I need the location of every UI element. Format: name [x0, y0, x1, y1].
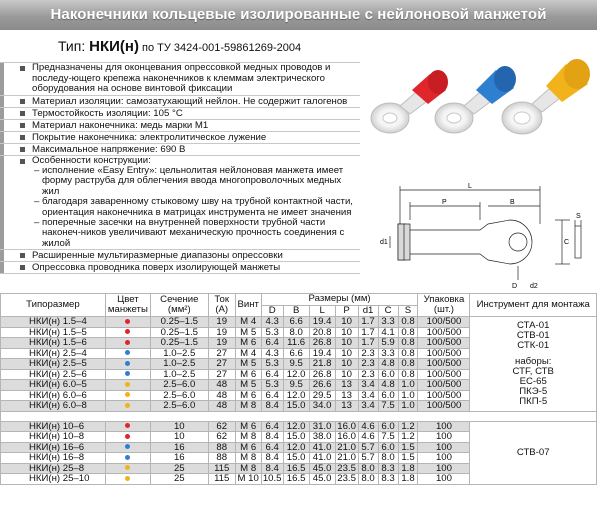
cell-current: 48: [208, 380, 235, 391]
tool-line: СТВ-01: [516, 329, 550, 341]
cell-D: 5.3: [261, 327, 283, 338]
cell-P: 23.5: [335, 474, 358, 485]
cell-type: НКИ(н) 16–8: [1, 453, 106, 464]
type-name: НКИ(н): [89, 38, 139, 55]
cell-S: 0.8: [398, 317, 418, 328]
dim-label-P: P: [442, 199, 447, 206]
property-text: Материал наконечника: медь марки М1: [32, 119, 209, 131]
separator-cell: [1, 411, 597, 421]
cell-C: 4.8: [378, 359, 398, 370]
cell-pack: 100/500: [418, 327, 470, 338]
cell-S: 1.5: [398, 453, 418, 464]
cell-screw: М 10: [235, 474, 261, 485]
header-dim-C: C: [378, 305, 398, 317]
cell-S: 1.8: [398, 474, 418, 485]
cell-pack: 100: [418, 432, 470, 443]
cell-pack: 100: [418, 421, 470, 432]
property-text: Материал изоляции: самозатухающий нейлон. Не содержит галогенов: [32, 95, 348, 107]
cell-d1: 2.3: [358, 359, 378, 370]
cell-pack: 100/500: [418, 317, 470, 328]
cell-D: 6.4: [261, 421, 283, 432]
cell-screw: М 8: [235, 432, 261, 443]
cell-B: 15.0: [283, 401, 309, 412]
cell-B: 12.0: [283, 421, 309, 432]
cell-D: 6.4: [261, 442, 283, 453]
terminal-yellow: [502, 59, 590, 134]
property-item: [0, 131, 360, 143]
cell-pack: 100: [418, 453, 470, 464]
cell-d1: 3.4: [358, 401, 378, 412]
cell-D: 4.3: [261, 348, 283, 359]
properties-list: [0, 62, 360, 274]
cell-screw: М 5: [235, 359, 261, 370]
cell-d1: 3.4: [358, 390, 378, 401]
tool-line: СТF, СТВ: [512, 365, 554, 377]
property-bar: [0, 120, 4, 131]
cell-color: [105, 401, 150, 412]
cell-section: 0.25–1.5: [150, 338, 208, 349]
table-separator: [1, 411, 597, 421]
cell-pack: 100/500: [418, 338, 470, 349]
cell-S: 0.8: [398, 369, 418, 380]
cell-d1: 5.7: [358, 442, 378, 453]
cell-current: 19: [208, 327, 235, 338]
color-dot-icon: [125, 319, 130, 324]
cell-B: 9.5: [283, 359, 309, 370]
cell-type: НКИ(н) 2.5–6: [1, 369, 106, 380]
cell-B: 6.6: [283, 348, 309, 359]
cell-pack: 100: [418, 463, 470, 474]
property-item: [0, 62, 360, 95]
cell-color: [105, 338, 150, 349]
bullet-icon: [20, 123, 25, 128]
cell-d1: 1.7: [358, 317, 378, 328]
dim-label-S: S: [576, 213, 581, 220]
header-dim-S: S: [398, 305, 418, 317]
cell-screw: М 8: [235, 463, 261, 474]
cell-C: 8.0: [378, 453, 398, 464]
cell-type: НКИ(н) 1.5–4: [1, 317, 106, 328]
cell-current: 115: [208, 474, 235, 485]
cell-current: 27: [208, 348, 235, 359]
cell-S: 1.0: [398, 401, 418, 412]
cell-L: 45.0: [309, 474, 335, 485]
cell-color: [105, 327, 150, 338]
cell-L: 45.0: [309, 463, 335, 474]
cell-section: 10: [150, 432, 208, 443]
header-dim-L: L: [309, 305, 335, 317]
color-dot-icon: [125, 403, 130, 408]
cell-type: НКИ(н) 16–6: [1, 442, 106, 453]
cell-D: 6.4: [261, 338, 283, 349]
bullet-icon: [20, 159, 25, 164]
header-dim-P: P: [335, 305, 358, 317]
features-block: [0, 155, 360, 250]
cell-pack: 100: [418, 442, 470, 453]
cell-C: 6.0: [378, 421, 398, 432]
property-item: [0, 261, 360, 274]
property-bar: [0, 96, 4, 107]
cell-d1: 2.3: [358, 369, 378, 380]
color-dot-icon: [125, 350, 130, 355]
cell-type: НКИ(н) 6.0–5: [1, 380, 106, 391]
cell-screw: М 8: [235, 401, 261, 412]
header-section: Сечение (мм²): [150, 294, 208, 317]
cell-B: 12.0: [283, 390, 309, 401]
property-bar: [0, 63, 4, 95]
dim-label-d1: d1: [380, 239, 388, 246]
header-dims: Размеры (мм): [261, 294, 418, 306]
cell-type: НКИ(н) 6.0–6: [1, 390, 106, 401]
bullet-icon: [20, 265, 25, 270]
cell-type: НКИ(н) 2.5–4: [1, 348, 106, 359]
cell-S: 0.8: [398, 327, 418, 338]
cell-C: 4.1: [378, 327, 398, 338]
cell-P: 10: [335, 359, 358, 370]
cell-color: [105, 442, 150, 453]
cell-L: 41.0: [309, 453, 335, 464]
cell-type: НКИ(н) 10–8: [1, 432, 106, 443]
cell-D: 8.4: [261, 453, 283, 464]
tool-line: СТК-01: [517, 339, 550, 351]
header-color: Цвет манжеты: [105, 294, 150, 317]
cell-section: 0.25–1.5: [150, 327, 208, 338]
header-dim-d1: d1: [358, 305, 378, 317]
cell-d1: 2.3: [358, 348, 378, 359]
cell-D: 6.4: [261, 369, 283, 380]
bullet-icon: [20, 111, 25, 116]
cell-section: 16: [150, 453, 208, 464]
type-prefix: Тип:: [58, 38, 90, 54]
cell-B: 9.5: [283, 380, 309, 391]
cell-P: 13: [335, 401, 358, 412]
cell-S: 0.8: [398, 338, 418, 349]
property-bar: [0, 250, 4, 261]
cell-P: 10: [335, 317, 358, 328]
cell-current: 62: [208, 421, 235, 432]
cell-section: 1.0–2.5: [150, 348, 208, 359]
dim-label-D: D: [512, 283, 518, 290]
cell-pack: 100/500: [418, 348, 470, 359]
dim-label-B: B: [510, 199, 515, 206]
header-type: Типоразмер: [1, 294, 106, 317]
cell-color: [105, 359, 150, 370]
property-item: [0, 107, 360, 119]
tool-line: ЕС-65: [519, 375, 547, 387]
cell-color: [105, 369, 150, 380]
cell-section: 2.5–6.0: [150, 380, 208, 391]
cell-L: 21.8: [309, 359, 335, 370]
cell-D: 5.3: [261, 359, 283, 370]
cell-pack: 100/500: [418, 369, 470, 380]
cell-L: 34.0: [309, 401, 335, 412]
cell-S: 1.5: [398, 442, 418, 453]
property-text: Расширенные мультиразмерные диапазоны опрессовки: [32, 250, 283, 262]
color-dot-icon: [125, 465, 130, 470]
color-dot-icon: [125, 382, 130, 387]
header-pack: Упаковка (шт.): [418, 294, 470, 317]
cell-P: 10: [335, 338, 358, 349]
cell-P: 16.0: [335, 432, 358, 443]
page-title-banner: [0, 0, 597, 30]
cell-section: 25: [150, 474, 208, 485]
dim-label-d2: d2: [530, 283, 538, 290]
product-photo: [360, 46, 597, 146]
cell-d1: 8.0: [358, 463, 378, 474]
cell-C: 6.0: [378, 442, 398, 453]
cell-P: 21.0: [335, 442, 358, 453]
cell-C: 3.3: [378, 317, 398, 328]
property-bar: [0, 108, 4, 119]
bullet-icon: [20, 66, 25, 71]
color-dot-icon: [125, 455, 130, 460]
tool-line: наборы:: [515, 355, 552, 367]
cell-B: 15.0: [283, 432, 309, 443]
color-dot-icon: [125, 423, 130, 428]
cell-P: 10: [335, 348, 358, 359]
color-dot-icon: [125, 444, 130, 449]
cell-C: 8.3: [378, 463, 398, 474]
header-current: Ток (А): [208, 294, 235, 317]
cell-P: 23.5: [335, 463, 358, 474]
cell-section: 10: [150, 421, 208, 432]
property-bar: [0, 132, 4, 143]
feature-item: – исполнение «Easy Entry»: цельнолитая нейлоновая манжета имеет форму раструба для облегчения ввода многопроволочных медных жил: [32, 166, 360, 197]
cell-d1: 1.7: [358, 327, 378, 338]
cell-L: 20.8: [309, 327, 335, 338]
property-text: Покрытие наконечника: электролитическое лужение: [32, 131, 267, 143]
cell-section: 25: [150, 463, 208, 474]
cell-B: 8.0: [283, 327, 309, 338]
cell-screw: М 6: [235, 442, 261, 453]
cell-L: 26.8: [309, 369, 335, 380]
cell-C: 8.3: [378, 474, 398, 485]
cell-section: 16: [150, 442, 208, 453]
property-item: [0, 95, 360, 107]
header-dim-B: B: [283, 305, 309, 317]
cell-type: НКИ(н) 25–10: [1, 474, 106, 485]
cell-color: [105, 380, 150, 391]
cell-L: 41.0: [309, 442, 335, 453]
color-dot-icon: [125, 361, 130, 366]
cell-pack: 100/500: [418, 359, 470, 370]
cell-current: 27: [208, 369, 235, 380]
cell-type: НКИ(н) 25–8: [1, 463, 106, 474]
cell-current: 19: [208, 317, 235, 328]
bullet-icon: [20, 135, 25, 140]
cell-screw: М 6: [235, 369, 261, 380]
property-text: Термостойкость изоляции: 105 °С: [32, 107, 183, 119]
cell-current: 88: [208, 453, 235, 464]
dim-label-C: C: [564, 239, 570, 246]
table-row: [1, 317, 597, 328]
cell-L: 38.0: [309, 432, 335, 443]
feature-item: – благодаря заваренному стыковому шву на трубной контактной части, ориентация наконечника в матрицах инструмента не имеет значения: [32, 197, 360, 218]
cell-B: 11.6: [283, 338, 309, 349]
cell-current: 62: [208, 432, 235, 443]
cell-D: 8.4: [261, 432, 283, 443]
property-item: [0, 249, 360, 261]
cell-color: [105, 390, 150, 401]
cell-type: НКИ(н) 1.5–6: [1, 338, 106, 349]
cell-section: 0.25–1.5: [150, 317, 208, 328]
tool-line: СТА-01: [517, 319, 550, 331]
cell-color: [105, 432, 150, 443]
cell-screw: М 4: [235, 317, 261, 328]
bullet-icon: [20, 147, 25, 152]
cell-color: [105, 317, 150, 328]
property-item: [0, 143, 360, 155]
cell-C: 6.0: [378, 369, 398, 380]
header-screw: Винт: [235, 294, 261, 317]
cell-P: 13: [335, 390, 358, 401]
cell-d1: 4.6: [358, 421, 378, 432]
dim-label-L: L: [468, 183, 472, 190]
cell-P: 16.0: [335, 421, 358, 432]
cell-section: 2.5–6.0: [150, 390, 208, 401]
cell-L: 26.8: [309, 338, 335, 349]
cell-P: 13: [335, 380, 358, 391]
tool-line: ПКЭ-5: [519, 385, 548, 397]
cell-d1: 4.6: [358, 432, 378, 443]
property-text: Опрессовка проводника поверх изолирующей манжеты: [32, 262, 281, 274]
cell-color: [105, 463, 150, 474]
property-bar: [0, 262, 4, 273]
cell-B: 16.5: [283, 474, 309, 485]
color-dot-icon: [125, 329, 130, 334]
color-dot-icon: [125, 371, 130, 376]
cell-section: 1.0–2.5: [150, 359, 208, 370]
cell-pack: 100/500: [418, 390, 470, 401]
cell-screw: М 4: [235, 348, 261, 359]
cell-current: 19: [208, 338, 235, 349]
cell-d1: 3.4: [358, 380, 378, 391]
feature-item: – поперечные засечки на внутренней поверхности трубной части наконеч-ников увеличивают механическую прочность соединения с жилой: [32, 218, 360, 249]
color-dot-icon: [125, 340, 130, 345]
spec-table-body: [1, 317, 597, 485]
header-tool: Инструмент для монтажа: [470, 294, 597, 317]
cell-color: [105, 474, 150, 485]
cell-P: 21.0: [335, 453, 358, 464]
cell-P: 10: [335, 369, 358, 380]
cell-type: НКИ(н) 6.0–8: [1, 401, 106, 412]
spec-table: [0, 293, 597, 485]
cell-D: 8.4: [261, 463, 283, 474]
color-dot-icon: [125, 476, 130, 481]
technical-drawing: [380, 180, 597, 290]
cell-screw: М 6: [235, 390, 261, 401]
property-bar: [0, 156, 4, 250]
property-bar: [0, 144, 4, 155]
cell-type: НКИ(н) 2.5–5: [1, 359, 106, 370]
cell-screw: М 5: [235, 327, 261, 338]
cell-tool-group1: [470, 317, 597, 412]
type-line: [58, 38, 301, 55]
table-row: [1, 421, 597, 432]
cell-C: 6.0: [378, 390, 398, 401]
cell-S: 1.8: [398, 463, 418, 474]
cell-screw: М 6: [235, 338, 261, 349]
cell-D: 8.4: [261, 401, 283, 412]
property-item: [0, 119, 360, 131]
cell-current: 88: [208, 442, 235, 453]
bullet-icon: [20, 253, 25, 258]
color-dot-icon: [125, 392, 130, 397]
property-text: Предназначены для оконцевания опрессовкой медных проводов и последу-ющего крепежа наконечников к клеммам электрического оборудования на основе винтовой фиксации: [32, 62, 331, 94]
cell-color: [105, 453, 150, 464]
cell-S: 1.0: [398, 380, 418, 391]
cell-d1: 1.7: [358, 338, 378, 349]
cell-section: 2.5–6.0: [150, 401, 208, 412]
cell-L: 26.6: [309, 380, 335, 391]
cell-S: 0.8: [398, 359, 418, 370]
cell-pack: 100: [418, 474, 470, 485]
cell-screw: М 6: [235, 421, 261, 432]
cell-S: 0.8: [398, 348, 418, 359]
cell-L: 31.0: [309, 421, 335, 432]
cell-pack: 100/500: [418, 380, 470, 391]
cell-C: 5.9: [378, 338, 398, 349]
cell-L: 29.5: [309, 390, 335, 401]
page-title: Наконечники кольцевые изолированные с нейлоновой манжетой: [50, 6, 547, 23]
cell-D: 4.3: [261, 317, 283, 328]
cell-C: 4.8: [378, 380, 398, 391]
cell-current: 48: [208, 390, 235, 401]
cell-section: 1.0–2.5: [150, 369, 208, 380]
cell-L: 19.4: [309, 348, 335, 359]
cell-current: 115: [208, 463, 235, 474]
bullet-icon: [20, 99, 25, 104]
cell-color: [105, 421, 150, 432]
cell-S: 1.2: [398, 421, 418, 432]
cell-current: 48: [208, 401, 235, 412]
cell-D: 10.5: [262, 473, 282, 484]
cell-type: НКИ(н) 1.5–5: [1, 327, 106, 338]
cell-P: 10: [335, 327, 358, 338]
cell-S: 1.0: [398, 390, 418, 401]
cell-B: 6.6: [283, 317, 309, 328]
cell-tool-group2: СТВ-07: [470, 421, 597, 484]
tool-line: ПКП-5: [519, 395, 548, 407]
header-dim-D: D: [261, 305, 283, 317]
cell-d1: 8.0: [358, 474, 378, 485]
cell-L: 19.4: [309, 317, 335, 328]
cell-screw: М 8: [235, 453, 261, 464]
cell-C: 7.5: [378, 432, 398, 443]
property-text: Максимальное напряжение: 690 В: [32, 143, 186, 155]
cell-C: 3.3: [378, 348, 398, 359]
type-standard: по ТУ 3424-001-59861269-2004: [138, 42, 302, 54]
cell-type: НКИ(н) 10–6: [1, 421, 106, 432]
color-dot-icon: [125, 434, 130, 439]
features-title: Особенности конструкции:: [32, 154, 151, 166]
cell-screw: М 5: [235, 380, 261, 391]
cell-B: 12.0: [283, 369, 309, 380]
cell-d1: 5.7: [358, 453, 378, 464]
cell-pack: 100/500: [418, 401, 470, 412]
cell-B: 16.5: [283, 463, 309, 474]
cell-D: 6.4: [261, 390, 283, 401]
cell-D: 5.3: [261, 380, 283, 391]
cell-B: 12.0: [283, 442, 309, 453]
cell-S: 1.2: [398, 432, 418, 443]
cell-C: 7.5: [378, 401, 398, 412]
cell-B: 15.0: [283, 453, 309, 464]
cell-current: 27: [208, 359, 235, 370]
cell-color: [105, 348, 150, 359]
